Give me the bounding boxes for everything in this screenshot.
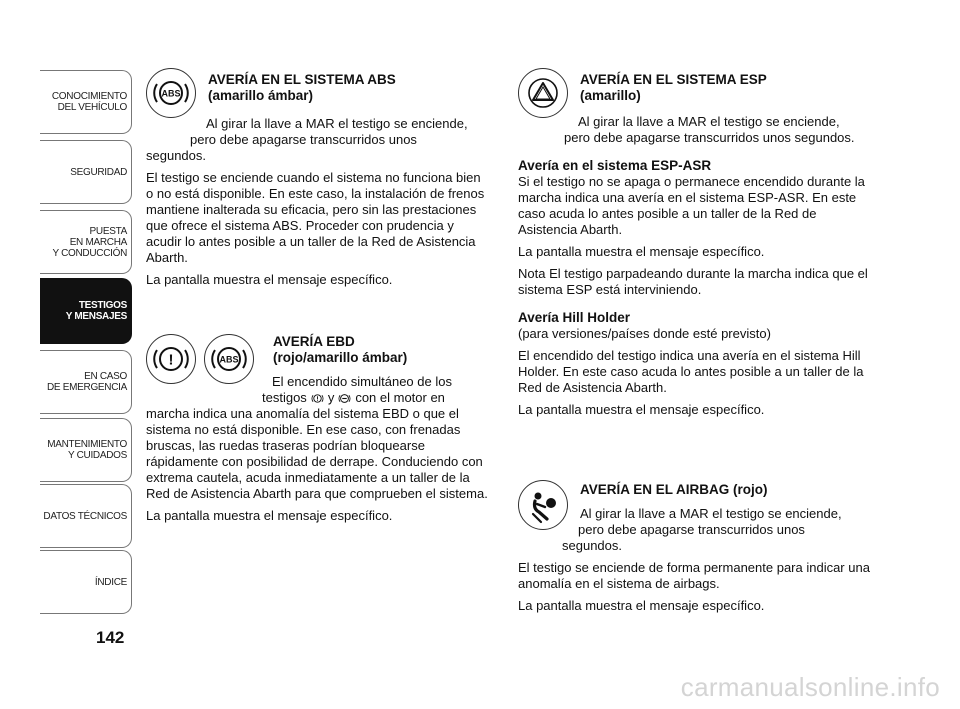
airbag-body (518, 506, 870, 620)
tab-label: DE EMERGENCIA (46, 382, 127, 393)
abs-paragraph: El testigo se enciende cuando el sistema no funciona bien o no está disponible. En este caso, la instalación de frenos mantiene inalterada su eficacia, pero sin las prestaciones que ofrece el sistema ABS. Proceder con prudencia y acudir lo antes posible a un taller de la Red de Asistencia Abarth. (146, 170, 485, 265)
tab-mantenimiento-y-cuidados[interactable] (40, 418, 132, 482)
tab-testigos-y-mensajes[interactable] (40, 278, 132, 344)
ebd-paragraph: marcha indica una anomalía del sistema EBD o que el sistema no está disponible. En ese caso, con frenadas bruscas, las ruedas traseras podrían bloquearse rápidamente con posibilidad de derrape. Conduciendo con extrema cautela, acuda inmediatamente a un taller de la Red de Asistencia Abarth para que comprueben el sistema. (146, 406, 488, 501)
ebd-intro-line1: El encendido simultáneo de los (272, 374, 452, 389)
abs-body (146, 116, 491, 294)
abs-warning-icon (146, 68, 196, 118)
exclamation-glyph: ! (168, 351, 174, 369)
tab-label: CONOCIMIENTO (51, 91, 127, 102)
hill-holder-paragraph: El encendido del testigo indica una avería en el sistema Hill Holder. En este caso acuda lo antes posible a un taller de la Red de Asistencia Abarth. (518, 348, 864, 395)
tab-indice[interactable] (40, 550, 132, 614)
watermark: carmanualsonline.info (680, 672, 940, 702)
tab-label: Y CONDUCCIÓN (52, 247, 127, 259)
airbag-intro-line2: pero debe apagarse transcurridos unos (578, 522, 805, 537)
abs-title (208, 72, 498, 104)
airbag-title (580, 482, 860, 498)
airbag-paragraph: El testigo se enciende de forma permanente para indicar una anomalía en el sistema de airbags. (518, 560, 870, 591)
hill-holder-subheading: Avería Hill Holder (518, 310, 631, 325)
brake-inline-icon (311, 392, 324, 405)
airbag-message-note: La pantalla muestra el mensaje específico. (518, 598, 765, 613)
esp-message-note: La pantalla muestra el mensaje específico. (518, 244, 765, 259)
tab-label: DEL VEHÍCULO (57, 102, 127, 113)
ebd-intro-text: con el motor en (355, 390, 445, 405)
esp-asr-subheading: Avería en el sistema ESP-ASR (518, 158, 712, 173)
page-number: 142 (96, 628, 125, 647)
abs-icon-label: ABS (161, 88, 181, 99)
tab-conocimiento-del-vehiculo[interactable] (40, 70, 132, 134)
esp-asr-paragraph: Si el testigo no se apaga o permanece encendido durante la marcha indica una avería en el sistema ESP-ASR. En este caso acuda lo antes posible a un taller de la Red de Asistencia Abarth. (518, 174, 865, 237)
airbag-title-line: AVERÍA EN EL AIRBAG (rojo) (580, 482, 768, 497)
esp-intro-line1: Al girar la llave a MAR el testigo se enciende, (578, 114, 840, 129)
abs-icon (149, 71, 193, 115)
ebd-title (273, 334, 493, 366)
esp-intro-line2: pero debe apagarse transcurridos unos segundos. (564, 130, 855, 145)
tab-label: EN CASO (84, 371, 127, 382)
tab-label: TESTIGOS (78, 300, 127, 311)
ebd-title-line1: AVERÍA EBD (273, 334, 355, 349)
tab-puesta-en-marcha[interactable] (40, 210, 132, 274)
ebd-intro-text: testigos (262, 390, 307, 405)
tab-seguridad[interactable] (40, 140, 132, 204)
hill-holder-message-note: La pantalla muestra el mensaje específico. (518, 402, 765, 417)
abs-intro-line2: pero debe apagarse transcurridos unos (190, 132, 417, 147)
tab-label: Y CUIDADOS (67, 450, 127, 461)
esp-title-line1: AVERÍA EN EL SISTEMA ESP (580, 72, 767, 87)
abs-message-note: La pantalla muestra el mensaje específico. (146, 272, 393, 287)
airbag-intro-line3: segundos. (562, 538, 622, 553)
hill-holder-scope: (para versiones/países donde esté previsto) (518, 326, 771, 341)
tab-label: PUESTA (89, 225, 127, 237)
abs-title-line1: AVERÍA EN EL SISTEMA ABS (208, 72, 396, 87)
tab-label: EN MARCHA (69, 236, 127, 248)
tab-label: SEGURIDAD (70, 166, 127, 178)
ebd-intro-line2 (146, 390, 494, 406)
esp-triangle-icon (521, 71, 565, 115)
esp-title (580, 72, 840, 104)
abs-intro-line3: segundos. (146, 148, 206, 163)
tab-en-caso-de-emergencia[interactable] (40, 350, 132, 414)
esp-body (518, 114, 870, 424)
esp-warning-icon (518, 68, 568, 118)
tab-label: MANTENIMIENTO (47, 439, 127, 450)
abs-title-line2: (amarillo ámbar) (208, 88, 314, 103)
esp-title-line2: (amarillo) (580, 88, 641, 103)
tab-label: DATOS TÉCNICOS (43, 510, 127, 522)
ebd-title-line2: (rojo/amarillo ámbar) (273, 350, 408, 365)
abs-inline-icon (338, 392, 351, 405)
esp-note: Nota El testigo parpadeando durante la marcha indica que el sistema ESP está interviniendo. (518, 266, 868, 297)
ebd-message-note: La pantalla muestra el mensaje específico. (146, 508, 393, 523)
tab-datos-tecnicos[interactable] (40, 484, 132, 548)
airbag-intro-line1: Al girar la llave a MAR el testigo se enciende, (580, 506, 842, 521)
tab-label: ÍNDICE (94, 576, 127, 588)
ebd-body (146, 374, 494, 530)
abs-intro-line1: Al girar la llave a MAR el testigo se enciende, (206, 116, 468, 131)
tab-label: Y MENSAJES (65, 311, 127, 322)
ebd-intro-text: y (327, 390, 335, 405)
abs-icon-label: ABS (219, 354, 239, 365)
